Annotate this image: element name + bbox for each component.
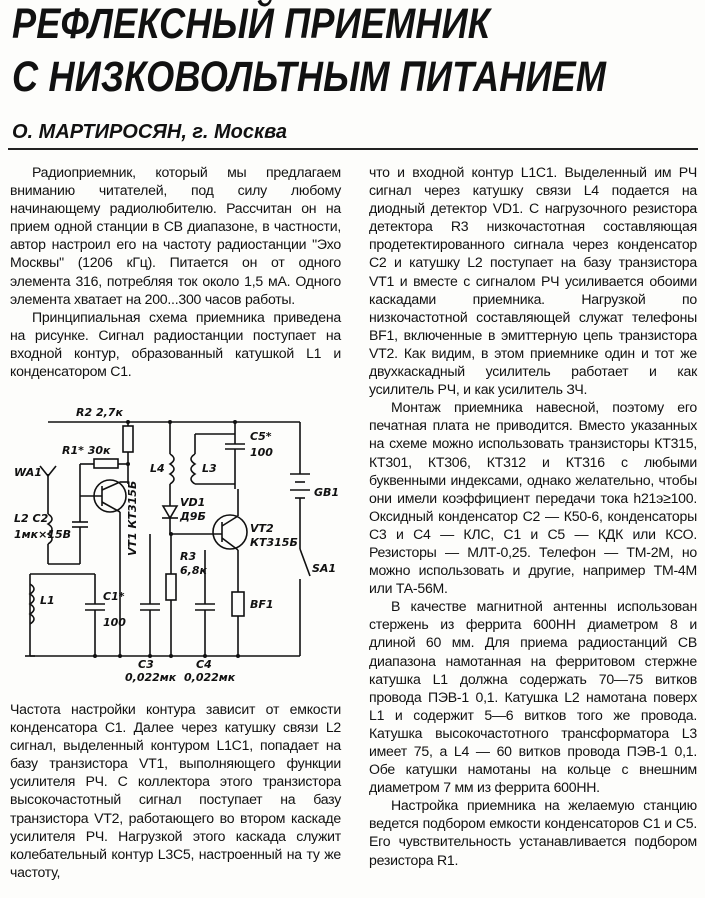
paragraph: Частота настройки контура зависит от емкости конденсатора C1. Далее через катушку связи L2 сигнал, выделенный контуром L1C1, попадает на базу транзистора VT1, выполняющего функции усилителя РЧ. С коллектора этого транзистора высокочастотный сигнал поступает на базу транзистора VT2, работающего во втором каскаде усилителя РЧ. Нагрузкой этого каскада служит колебательный контур L3C5, настроенный на ту же частоту, xyxy=(10,701,341,880)
author-byline: О. МАРТИРОСЯН, г. Москва xyxy=(12,121,288,143)
label-c3-value: 0,022мк xyxy=(125,671,177,684)
label-c5: C5* xyxy=(250,430,272,443)
label-vd1: VD1 xyxy=(180,496,206,509)
paragraph: Радиоприемник, который мы предлагаем вниманию читателей, под силу любому начинающему радиолюбителю. Рассчитан он на прием одной станции в СВ диапазоне, в частности, автор настроил его на частоту радиостанции "Эхо Москвы" (1206 кГц). Питается он от одного элемента 316, потребляя ток около 1,5 мА. Одного элемента хватает на 200...300 часов работы. xyxy=(10,164,341,307)
title-line-1: РЕФЛЕКСНЫЙ ПРИЕМНИК xyxy=(12,0,491,48)
title-line-2: С НИЗКОВОЛЬТНЫМ ПИТАНИЕМ xyxy=(12,53,607,101)
label-r2: R2 2,7к xyxy=(76,406,123,419)
label-wa1: WA1 xyxy=(14,466,42,479)
header-divider xyxy=(8,148,698,150)
label-vt2-type: КТ315Б xyxy=(250,536,298,549)
label-c4: C4 xyxy=(196,658,212,671)
label-vt1: VT1 КТ315Б xyxy=(126,480,139,556)
label-l3: L3 xyxy=(202,462,217,475)
label-c2-value: 1мк×15В xyxy=(14,528,72,541)
label-vd1-type: Д9Б xyxy=(180,510,206,523)
column-left-bottom xyxy=(10,700,341,881)
label-r3-value: 6,8к xyxy=(180,564,207,577)
label-bf1: BF1 xyxy=(250,598,274,611)
label-vt2: VT2 xyxy=(250,522,274,535)
paragraph: Принципиальная схема приемника приведена на рисунке. Сигнал радиостанции поступает на входной контур, образованный катушкой L1 и конденсатором C1. xyxy=(10,308,341,380)
label-r1: R1* 30к xyxy=(62,444,111,457)
label-c1: C1* xyxy=(103,590,125,603)
label-c3: C3 xyxy=(138,658,154,671)
paragraph: В качестве магнитной антенны использован стержень из феррита 600НН диаметром 8 и длиной 60 мм. Для приема радиостанций СВ диапазона намотанная на ферритовом стержне катушка L1 должна содержать 70—75 витков провода ПЭВ-1 0,1. Катушка L2 намотана поверх L1 и содержит 5—6 витков того же провода. Катушка высокочастотного трансформатора L3 имеет 75, а L4 — 60 витков провода ПЭВ-1 0,1. Обе катушки намотаны на кольце с внешним диаметром 7 мм из феррита 600НН. xyxy=(369,598,697,796)
circuit-schematic xyxy=(10,404,340,684)
label-c5-value: 100 xyxy=(250,446,273,459)
label-c4-value: 0,022мк xyxy=(184,671,236,684)
label-gb1: GB1 xyxy=(314,486,340,499)
label-r3: R3 xyxy=(180,550,197,563)
label-l2-c2: L2 C2 xyxy=(14,512,49,525)
label-sa1: SA1 xyxy=(312,562,337,575)
label-l4: L4 xyxy=(150,462,165,475)
label-c1-value: 100 xyxy=(103,616,126,629)
paragraph: Настройка приемника на желаемую станцию ведется подбором емкости конденсаторов C1 и C5. Его чувствительность устанавливается подбором резистора R1. xyxy=(369,797,697,868)
article-title xyxy=(12,0,607,101)
paragraph: что и входной контур L1C1. Выделенный им РЧ сигнал через катушку связи L4 подается на диодный детектор VD1. С нагрузочного резистора детектора R3 низкочастотная составляющая продетектированного сигнала через конденсатор C2 и катушку L2 поступает на базу транзистора VT1 и вместе с сигналом РЧ усиливается обоими каскадами приемника. Нагрузкой по низкочастотной составляющей служат телефоны BF1, включенные в эмиттерную цепь транзистора VT2. Как видим, в этом приемнике один и тот же двухкаскадный усилитель работает и как усилитель РЧ, и как усилитель ЗЧ. xyxy=(369,164,697,398)
paragraph: Монтаж приемника навесной, поэтому его печатная плата не приводится. Вместо указанных на схеме можно использовать транзисторы КТ315, КТ301, КТ306, КТ312 и КТ316 с любыми буквенными индексами, однако желательно, чтобы они имели коэффициент передачи тока h21э≥100. Оксидный конденсатор C2 — К50-6, конденсаторы C3 и C4 — КЛС, C1 и C5 — КДК или КСО. Резисторы — МЛТ-0,25. Телефон — ТМ-2М, но можно использовать и другие, например ТМ-4М или ТА-56М. xyxy=(369,399,697,597)
label-l1: L1 xyxy=(40,594,55,607)
column-left-top xyxy=(10,163,341,380)
column-right xyxy=(369,163,697,869)
